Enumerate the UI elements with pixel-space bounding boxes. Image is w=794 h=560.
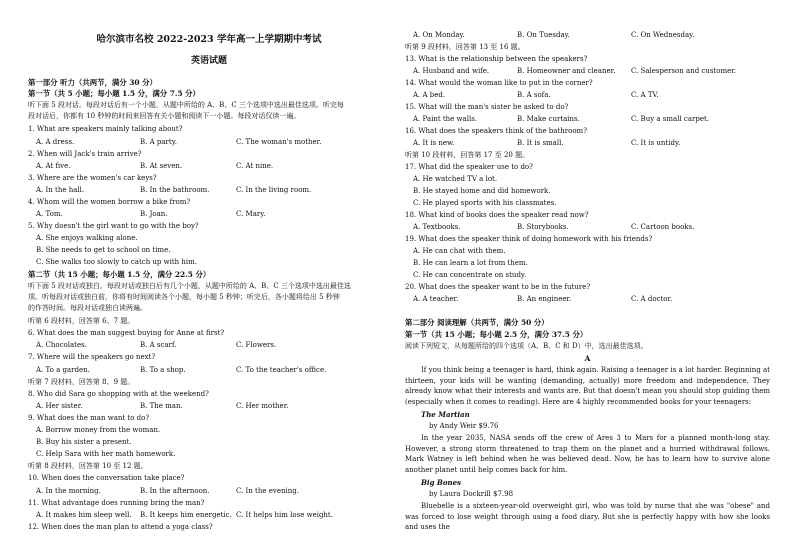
question-20: 20. What does the speaker want to be in the future?	[405, 283, 591, 291]
option: A. She enjoys walking alone.	[36, 234, 138, 242]
option: A. A bed.	[413, 91, 446, 99]
option: C. In the living room.	[236, 186, 312, 194]
option: C. In the evening.	[236, 487, 299, 495]
option: A. He watched TV a lot.	[413, 175, 498, 183]
book-title: The Martian	[421, 410, 470, 419]
option: B. At seven.	[140, 162, 183, 170]
book-author-price: by Laura Dockrill $7.98	[429, 490, 514, 498]
question-12: 12. When does the man plan to attend a yoga class?	[28, 523, 213, 531]
book-title: Big Bones	[421, 478, 461, 487]
question-18: 18. What kind of books does the speaker read now?	[405, 211, 589, 219]
section2-instruction: 项。听每段对话或独白前，你将有时间阅读各个小题，每小题 5 秒钟；听完后，各小题将给出 5 秒钟	[28, 293, 340, 301]
question-5: 5. Why doesn't the girl want to go with the boy?	[28, 222, 199, 230]
question-3: 3. Where are the women's car keys?	[28, 174, 157, 182]
book-description: Bluebelle is a sixteen-year-old overweight girl, who was told by nurse that she was "obese" and was forced to lose weight through using a food diary. But she is perfectly happy with how she looks and uses the	[405, 502, 770, 531]
option: C. He can concentrate on study.	[413, 271, 527, 279]
option: A. At five.	[36, 162, 71, 170]
option: B. It is small.	[517, 139, 564, 147]
option: B. He can learn a lot from them.	[413, 259, 528, 267]
question-8: 8. Who did Sara go shopping with at the weekend?	[28, 390, 209, 398]
option: B. A party.	[140, 138, 177, 146]
option: C. To the teacher's office.	[236, 366, 327, 374]
passage-letter: A	[584, 354, 591, 363]
option: B. In the bathroom.	[140, 186, 210, 194]
question-2: 2. When will Jack's train arrive?	[28, 150, 142, 158]
exam-title: 哈尔滨市名校 2022-2023 学年高一上学期期中考试	[96, 34, 322, 45]
option: B. Buy his sister a present.	[36, 438, 132, 446]
material-note: 听第 10 段材料，回答第 17 至 20 题。	[405, 151, 530, 159]
section2-heading: 第二节（共 15 小题；每小题 1.5 分，满分 22.5 分）	[28, 270, 211, 279]
option: B. It keeps him energetic.	[140, 511, 232, 519]
option: C. Help Sara with her math homework.	[36, 450, 176, 458]
option: C. On Wednesday.	[631, 31, 695, 39]
option: C. Salesperson and customer.	[631, 67, 737, 75]
book-description: In the year 2035, NASA sends off the crew of Ares 3 to Mars for a planned month-long stay. However, a strong storm threatened to trap them on the planet and a hurried withdrawal follows. Mark Watney is left behind when he was believed dead. Now, he has to learn how to survive alone another planet until help comes back for him.	[405, 434, 770, 474]
question-11: 11. What advantage does running bring the man?	[28, 499, 205, 507]
question-13: 13. What is the relationship between the speakers?	[405, 55, 588, 63]
option: C. Buy a small carpet.	[631, 115, 709, 123]
option: B. A scarf.	[140, 341, 177, 349]
option: A. To a garden.	[36, 366, 90, 374]
question-14: 14. What would the woman like to put in the corner?	[405, 79, 593, 87]
section2-instruction: 的作答时间。每段对话或独白读两遍。	[28, 304, 147, 312]
option: A. Chocolates.	[36, 341, 87, 349]
option: B. On Tuesday.	[517, 31, 570, 39]
option: A. Borrow money from the woman.	[36, 426, 161, 434]
material-note: 听第 6 段材料，回答第 6、7 题。	[28, 317, 135, 325]
question-7: 7. Where will the speakers go next?	[28, 353, 156, 361]
option: A. Paint the walls.	[413, 115, 478, 123]
option: C. Her mother.	[236, 402, 289, 410]
option: B. To a shop.	[140, 366, 186, 374]
option: A. Her sister.	[36, 402, 83, 410]
option: C. A doctor.	[631, 295, 673, 303]
question-17: 17. What did the speaker use to do?	[405, 163, 533, 171]
question-19: 19. What does the speaker think of doing homework with his friends?	[405, 235, 653, 243]
option: C. Mary.	[236, 210, 266, 218]
option: A. In the hall.	[36, 186, 85, 194]
reading-instruction: 阅读下列短文，从每题所给的四个选项（A、B、C 和 D）中，选出最佳选项。	[405, 342, 648, 350]
option: C. She walks too slowly to catch up with him.	[36, 258, 198, 266]
option: B. Homeowner and cleaner.	[517, 67, 616, 75]
exam-subtitle: 英语试题	[190, 56, 227, 66]
option: B. She needs to get to school on time.	[36, 246, 171, 254]
option: C. Cartoon books.	[631, 223, 695, 231]
option: B. An engineer.	[517, 295, 572, 303]
option: A. In the morning.	[36, 487, 101, 495]
option: B. He stayed home and did homework.	[413, 187, 551, 195]
question-10: 10. When does the conversation take place?	[28, 474, 185, 482]
option: A. On Monday.	[413, 31, 465, 39]
section1-heading: 第一节（共 5 小题；每小题 1.5 分，满分 7.5 分）	[28, 89, 200, 98]
option: A. Husband and wife.	[413, 67, 490, 75]
option: A. Textbooks.	[413, 223, 461, 231]
option: C. It is untidy.	[631, 139, 681, 147]
question-1: 1. What are speakers mainly talking about?	[28, 125, 183, 133]
option: B. Storybooks.	[517, 223, 569, 231]
option: A. It is new.	[413, 139, 455, 147]
material-note: 听第 8 段材料，回答第 10 至 12 题。	[28, 462, 148, 470]
question-6: 6. What does the man suggest buying for Anne at first?	[28, 329, 225, 337]
part1-heading: 第一部分 听力（共两节，满分 30 分）	[28, 78, 157, 87]
option: B. The man.	[140, 402, 183, 410]
question-15: 15. What will the man's sister be asked to do?	[405, 103, 569, 111]
option: A. A dress.	[36, 138, 75, 146]
question-4: 4. Whom will the women borrow a bike from?	[28, 198, 191, 206]
reading-section1-heading: 第一节（共 15 小题；每小题 2.5 分，满分 37.5 分）	[405, 330, 588, 339]
option: A. He can chat with them.	[413, 247, 506, 255]
passage-intro: If you think being a teenager is hard, think again. Raising a teenager is a lot harder. Beginning at thirteen, your kids will be wanting (demanding, actually) more freedom and independence. They already know what their interests and wants are. But that doesn't mean you should stop guiding them (especially when it comes to reading). Here are 4 highly recommended books for your teenagers:	[405, 366, 770, 406]
option: A. It makes him sleep well.	[36, 511, 132, 519]
option: A. Tom.	[36, 210, 63, 218]
option: B. Joan.	[140, 210, 168, 218]
option: B. Make curtains.	[517, 115, 580, 123]
option: A. A teacher.	[413, 295, 459, 303]
material-note: 听第 9 段材料，回答第 13 至 16 题。	[405, 43, 525, 51]
part2-heading: 第二部分 阅读理解（共两节，满分 50 分）	[405, 318, 549, 327]
option: B. In the afternoon.	[140, 487, 210, 495]
material-note: 听第 7 段材料，回答第 8、9 题。	[28, 378, 135, 386]
section1-instruction: 段对话后，你都有 10 秒钟的时间来回答有关小题和阅读下一小题。每段对话仅读一遍。	[28, 112, 301, 120]
section2-instruction: 听下面 5 段对话或独白。每段对话或独白后有几个小题，从题中所给的 A、B、C 三个选项中选出最佳选	[28, 282, 351, 290]
question-9: 9. What does the man want to do?	[28, 414, 150, 422]
option: C. It helps him lose weight.	[236, 511, 333, 519]
option: C. Flowers.	[236, 341, 277, 349]
option: C. He played sports with his classmates.	[413, 199, 557, 207]
option: B. A sofa.	[517, 91, 551, 99]
section1-instruction: 听下面 5 段对话。每段对话后有一个小题，从题中所给的 A、B、C 三个选项中选出最佳选项。听完每	[28, 101, 344, 109]
book-author-price: by Andy Weir $9.76	[429, 422, 499, 430]
question-16: 16. What does the speakers think of the bathroom?	[405, 127, 587, 135]
option: C. The woman's mother.	[236, 138, 322, 146]
option: C. At nine.	[236, 162, 274, 170]
option: C. A TV.	[631, 91, 659, 99]
